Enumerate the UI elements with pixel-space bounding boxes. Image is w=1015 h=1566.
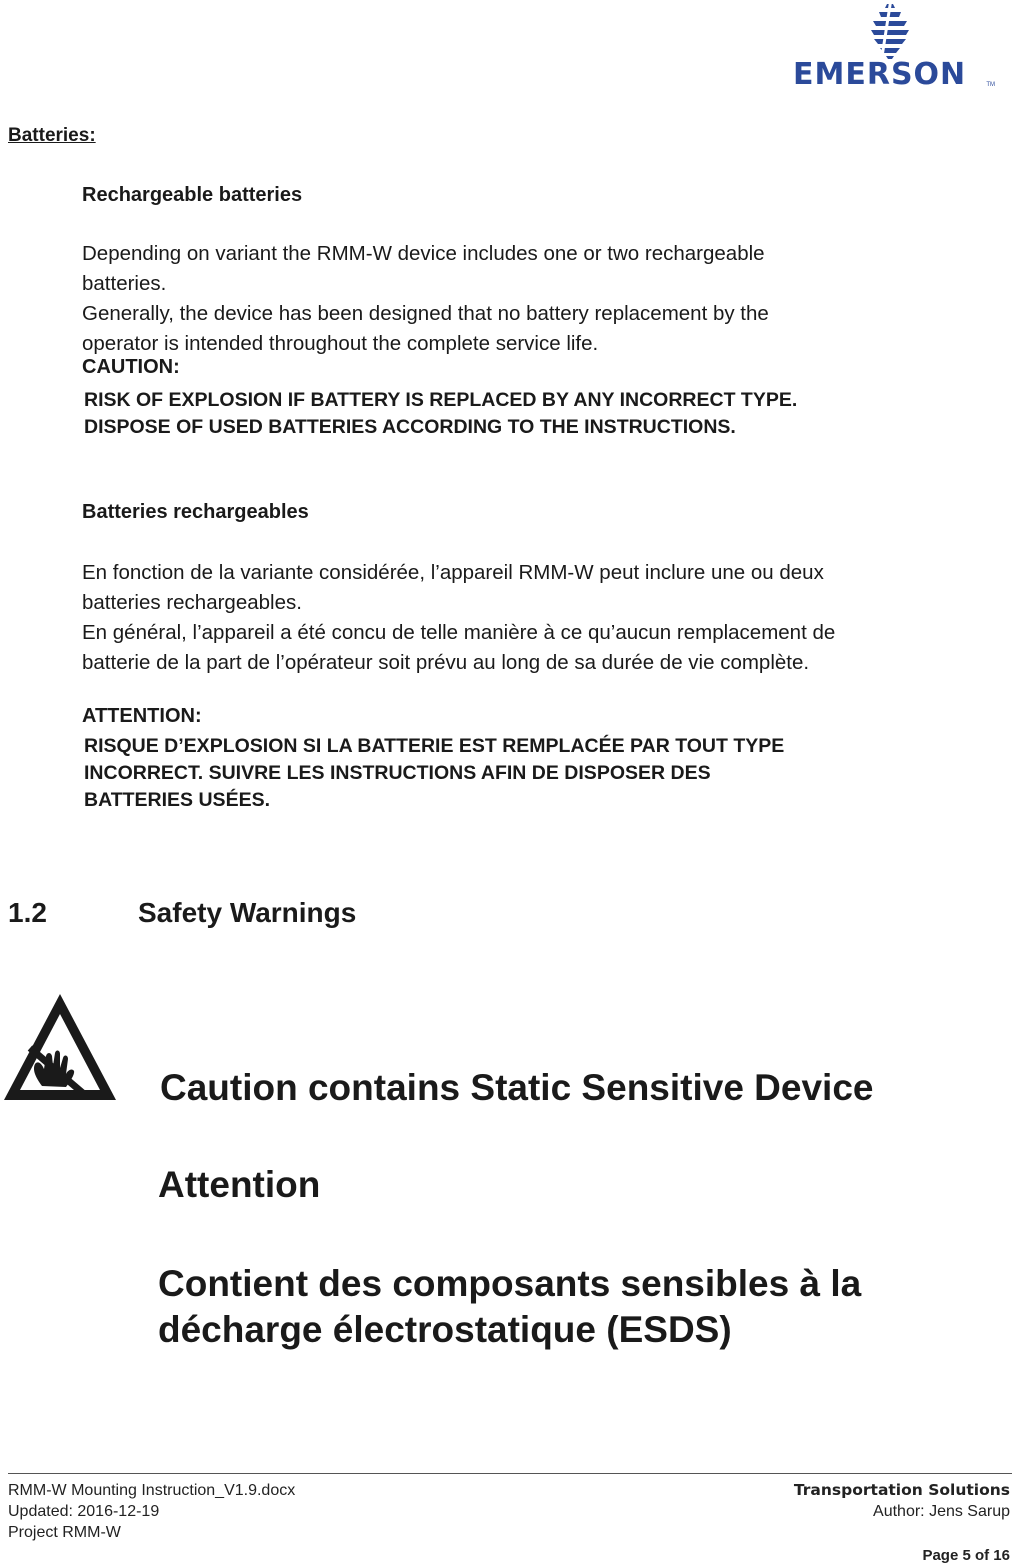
attention-line-2: INCORRECT. SUIVRE LES INSTRUCTIONS AFIN DE DISPOSER DES bbox=[84, 762, 711, 784]
fr-paragraph bbox=[82, 558, 1002, 678]
section-title: Safety Warnings bbox=[138, 897, 357, 928]
esd-fr-line-2: décharge électrostatique (ESDS) bbox=[158, 1309, 732, 1350]
footer-doc-name: RMM-W Mounting Instruction_V1.9.docx bbox=[8, 1482, 296, 1499]
fr-para2-line1: En général, l’appareil a été concu de telle manière à ce qu’aucun remplacement de bbox=[82, 621, 836, 644]
attention-label: ATTENTION: bbox=[82, 705, 202, 727]
esd-caution-text: Caution contains Static Sensitive Device bbox=[160, 1067, 874, 1108]
esd-attention-text: Attention bbox=[158, 1164, 321, 1205]
emerson-logo bbox=[793, 2, 993, 92]
en-para2-line1: Generally, the device has been designed that no battery replacement by the bbox=[82, 302, 769, 325]
batteries-heading: Batteries: bbox=[8, 125, 96, 146]
attention-text bbox=[84, 733, 1009, 814]
en-subtitle: Rechargeable batteries bbox=[82, 184, 303, 206]
caution-text bbox=[84, 387, 1009, 441]
en-paragraph-1 bbox=[82, 239, 1002, 359]
esd-warning-icon bbox=[2, 990, 118, 1105]
caution-line-2: DISPOSE OF USED BATTERIES ACCORDING TO THE INSTRUCTIONS. bbox=[84, 416, 736, 438]
fr-subtitle: Batteries rechargeables bbox=[82, 501, 309, 523]
fr-para1-line1: En fonction de la variante considérée, l’appareil RMM-W peut inclure une ou deux bbox=[82, 561, 824, 584]
footer-author: Author: Jens Sarup bbox=[873, 1503, 1010, 1520]
page-number: Page 5 of 16 bbox=[922, 1547, 1010, 1564]
footer-project: Project RMM-W bbox=[8, 1524, 121, 1541]
logo-trademark: TM bbox=[986, 82, 995, 88]
footer-division: Transportation Solutions bbox=[793, 1481, 1010, 1499]
footer-divider bbox=[8, 1473, 1012, 1474]
esd-fr-line-1: Contient des composants sensibles à la bbox=[158, 1263, 862, 1304]
footer-right bbox=[794, 1480, 1010, 1522]
footer-updated: Updated: 2016-12-19 bbox=[8, 1503, 160, 1520]
fr-para1-line2: batteries rechargeables. bbox=[82, 591, 302, 614]
en-para2-line2: operator is intended throughout the complete service life. bbox=[82, 332, 599, 355]
en-para1-line2: batteries. bbox=[82, 272, 167, 295]
en-para1-line1: Depending on variant the RMM-W device includes one or two rechargeable bbox=[82, 242, 765, 265]
emerson-logo-mark bbox=[865, 2, 915, 60]
attention-line-1: RISQUE D’EXPLOSION SI LA BATTERIE EST REMPLACÉE PAR TOUT TYPE bbox=[84, 735, 785, 757]
footer-left bbox=[8, 1480, 295, 1543]
fr-para2-line2: batterie de la part de l’opérateur soit prévu au long de sa durée de vie complète. bbox=[82, 651, 810, 674]
caution-line-1: RISK OF EXPLOSION IF BATTERY IS REPLACED BY ANY INCORRECT TYPE. bbox=[84, 389, 798, 411]
attention-line-3: BATTERIES USÉES. bbox=[84, 789, 271, 811]
logo-wordmark: EMERSON bbox=[793, 57, 967, 92]
caution-label: CAUTION: bbox=[82, 356, 180, 378]
section-number: 1.2 bbox=[8, 897, 47, 928]
